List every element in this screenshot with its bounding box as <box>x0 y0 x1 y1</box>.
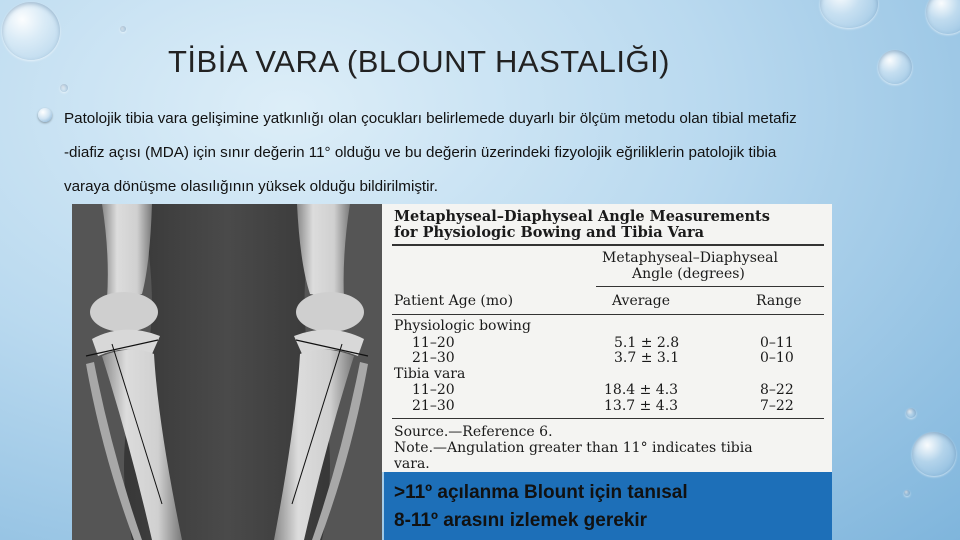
paragraph-line: Patolojik tibia vara gelişimine yatkınlığı olan çocukları belirlemede duyarlı bir ölçüm metodu olan tibial metafiz <box>64 110 797 127</box>
decorative-droplet <box>904 490 910 496</box>
table-rule <box>392 244 824 246</box>
table-group-header: Metaphyseal–Diaphyseal <box>602 250 779 266</box>
row-range: 8–22 <box>760 382 794 398</box>
row-age: 11–20 <box>412 382 455 398</box>
knee-xray-image <box>72 204 382 540</box>
callout-line: 8-11º arasını izlemek gerekir <box>394 510 648 531</box>
table-rule <box>596 286 824 287</box>
row-age: 21–30 <box>412 398 455 414</box>
row-average: 3.7 ± 3.1 <box>614 350 680 366</box>
table-title: Metaphyseal–Diaphyseal Angle Measurements <box>394 208 770 225</box>
row-age: 21–30 <box>412 350 455 366</box>
col-header-age: Patient Age (mo) <box>394 293 514 309</box>
callout-line: >11º açılanma Blount için tanısal <box>394 482 688 503</box>
row-average: 13.7 ± 4.3 <box>604 398 679 414</box>
table-rule <box>392 314 824 315</box>
col-header-range: Range <box>756 293 802 309</box>
section-label: Tibia vara <box>394 366 466 382</box>
decorative-droplet <box>926 0 960 34</box>
row-range: 0–10 <box>760 350 794 366</box>
decorative-droplet <box>912 432 956 476</box>
table-note: Note.—Angulation greater than 11° indicates tibia <box>394 440 753 456</box>
row-average: 18.4 ± 4.3 <box>604 382 679 398</box>
mda-measurement-table <box>382 204 832 472</box>
decorative-droplet <box>906 408 916 418</box>
diagnostic-callout-box <box>384 472 832 540</box>
body-paragraph <box>64 102 944 204</box>
row-age: 11–20 <box>412 335 455 351</box>
table-title: for Physiologic Bowing and Tibia Vara <box>394 224 705 241</box>
table-note: vara. <box>394 456 430 472</box>
row-range: 0–11 <box>760 335 794 351</box>
table-group-header: Angle (degrees) <box>632 266 745 282</box>
decorative-droplet <box>2 2 60 60</box>
paragraph-line: -diafiz açısı (MDA) için sınır değerin 11° olduğu ve bu değerin üzerindeki fizyolojik eğriliklerin patolojik tibia <box>64 144 777 161</box>
paragraph-line: varaya dönüşme olasılığının yüksek olduğu bildirilmiştir. <box>64 178 438 195</box>
row-range: 7–22 <box>760 398 794 414</box>
decorative-droplet <box>120 26 126 32</box>
slide-title: TİBİA VARA (BLOUNT HASTALIĞI) <box>168 44 671 79</box>
bullet-icon <box>38 108 52 122</box>
section-label: Physiologic bowing <box>394 318 531 334</box>
table-source: Source.—Reference 6. <box>394 424 553 440</box>
decorative-droplet <box>60 84 68 92</box>
row-average: 5.1 ± 2.8 <box>614 335 680 351</box>
decorative-droplet <box>820 0 878 28</box>
col-header-average: Average <box>612 293 671 309</box>
decorative-droplet <box>878 50 912 84</box>
table-rule <box>392 418 824 419</box>
